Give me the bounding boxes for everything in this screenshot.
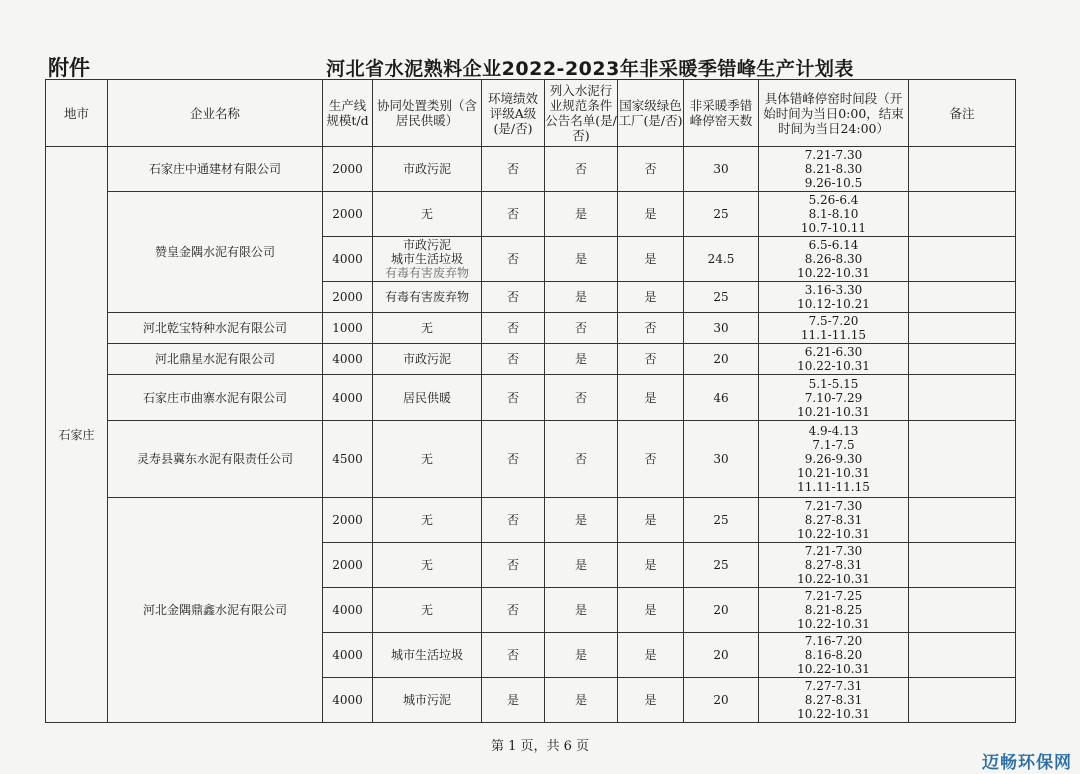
window-period: 6.5-6.14 — [808, 238, 859, 252]
disposal-cell: 无 — [373, 421, 482, 498]
days-cell: 25 — [684, 192, 759, 237]
company-cell: 河北金隅鼎鑫水泥有限公司 — [108, 498, 323, 723]
table-row — [46, 421, 1016, 498]
env-a-cell: 否 — [482, 498, 545, 543]
window-cell — [759, 282, 909, 313]
window-period: 8.21-8.30 — [804, 162, 863, 176]
disposal-line: 市政污泥 — [402, 238, 451, 252]
disposal-line: 有毒有害废弃物 — [384, 266, 469, 280]
notes-cell — [909, 543, 1016, 588]
days-cell: 20 — [684, 344, 759, 375]
green-cell: 是 — [618, 588, 684, 633]
table-row — [46, 147, 1016, 192]
announced-cell: 是 — [545, 237, 618, 282]
window-cell — [759, 147, 909, 192]
disposal-cell: 市政污泥 — [373, 147, 482, 192]
announced-cell: 否 — [545, 421, 618, 498]
col-header-env-a: 环境绩效评级A级(是/否) — [482, 80, 545, 147]
col-header-company: 企业名称 — [108, 80, 323, 147]
window-cell — [759, 192, 909, 237]
window-cell — [759, 313, 909, 344]
window-cell — [759, 498, 909, 543]
window-period: 7.5-7.20 — [808, 314, 859, 328]
window-period: 8.27-8.31 — [804, 558, 863, 572]
window-period: 9.26-10.5 — [804, 176, 863, 190]
table-row — [46, 498, 1016, 543]
table-row — [46, 344, 1016, 375]
company-cell: 灵寿县冀东水泥有限责任公司 — [108, 421, 323, 498]
disposal-cell: 无 — [373, 498, 482, 543]
header-row — [46, 80, 1016, 147]
env-a-cell: 否 — [482, 588, 545, 633]
env-a-cell: 否 — [482, 633, 545, 678]
green-cell: 是 — [618, 375, 684, 421]
window-period: 10.22-10.31 — [797, 266, 870, 280]
page-footer: 第 1 页，共 6 页 — [490, 739, 590, 754]
window-period: 10.22-10.31 — [797, 617, 870, 631]
window-period: 8.21-8.25 — [804, 603, 863, 617]
company-cell: 赞皇金隅水泥有限公司 — [108, 192, 323, 313]
env-a-cell: 否 — [482, 421, 545, 498]
announced-cell: 是 — [545, 498, 618, 543]
capacity-cell: 2000 — [323, 147, 373, 192]
disposal-cell: 有毒有害废弃物 — [373, 282, 482, 313]
window-period: 4.9-4.13 — [808, 424, 859, 438]
disposal-cell: 居民供暖 — [373, 375, 482, 421]
green-cell: 是 — [618, 498, 684, 543]
window-period: 10.22-10.31 — [797, 707, 870, 721]
table-row — [46, 313, 1016, 344]
notes-cell — [909, 282, 1016, 313]
window-period: 11.11-11.15 — [797, 480, 870, 494]
capacity-cell: 4000 — [323, 237, 373, 282]
capacity-cell: 2000 — [323, 192, 373, 237]
window-cell — [759, 633, 909, 678]
disposal-cell: 无 — [373, 543, 482, 588]
window-period: 7.21-7.30 — [804, 499, 863, 513]
disposal-cell: 无 — [373, 192, 482, 237]
capacity-cell: 1000 — [323, 313, 373, 344]
capacity-cell: 4000 — [323, 678, 373, 723]
days-cell: 20 — [684, 678, 759, 723]
company-cell: 河北乾宝特种水泥有限公司 — [108, 313, 323, 344]
window-period: 11.1-11.15 — [800, 328, 867, 342]
disposal-cell: 无 — [373, 313, 482, 344]
env-a-cell: 否 — [482, 192, 545, 237]
days-cell: 24.5 — [684, 237, 759, 282]
announced-cell: 是 — [545, 192, 618, 237]
window-period: 10.21-10.31 — [797, 404, 870, 419]
env-a-cell: 否 — [482, 237, 545, 282]
window-period: 10.22-10.31 — [797, 572, 870, 586]
capacity-cell: 2000 — [323, 543, 373, 588]
disposal-line: 城市生活垃圾 — [390, 252, 463, 266]
col-header-disposal: 协同处置类别（含居民供暖） — [373, 80, 482, 147]
col-header-days: 非采暖季错峰停窑天数 — [684, 80, 759, 147]
window-cell — [759, 543, 909, 588]
col-header-window: 具体错峰停窑时间段（开始时间为当日0:00，结束时间为当日24:00） — [759, 80, 909, 147]
disposal-cell: 城市污泥 — [373, 678, 482, 723]
announced-cell: 否 — [545, 147, 618, 192]
days-cell: 25 — [684, 282, 759, 313]
env-a-cell: 否 — [482, 375, 545, 421]
window-cell — [759, 344, 909, 375]
table-row — [46, 192, 1016, 237]
announced-cell: 否 — [545, 313, 618, 344]
window-period: 5.1-5.15 — [808, 376, 859, 391]
days-cell: 20 — [684, 633, 759, 678]
days-cell: 46 — [684, 375, 759, 421]
window-period: 8.27-8.31 — [804, 693, 863, 707]
attachment-label: 附件 — [48, 56, 90, 80]
window-period: 9.26-9.30 — [804, 452, 863, 466]
window-period: 10.22-10.31 — [797, 662, 870, 676]
notes-cell — [909, 421, 1016, 498]
disposal-cell: 无 — [373, 588, 482, 633]
capacity-cell: 4000 — [323, 375, 373, 421]
notes-cell — [909, 192, 1016, 237]
green-cell: 否 — [618, 313, 684, 344]
window-period: 7.21-7.30 — [804, 544, 863, 558]
window-period: 7.27-7.31 — [804, 679, 863, 693]
capacity-cell: 4000 — [323, 633, 373, 678]
green-cell: 是 — [618, 633, 684, 678]
col-header-city: 地市 — [46, 80, 108, 147]
env-a-cell: 否 — [482, 282, 545, 313]
env-a-cell: 否 — [482, 543, 545, 588]
watermark: 迈畅环保网 — [982, 753, 1072, 773]
schedule-table — [45, 79, 1016, 723]
window-cell — [759, 375, 909, 421]
col-header-notes: 备注 — [909, 80, 1016, 147]
announced-cell: 是 — [545, 588, 618, 633]
table-row — [46, 375, 1016, 421]
disposal-cell: 城市生活垃圾 — [373, 633, 482, 678]
notes-cell — [909, 344, 1016, 375]
window-period: 10.22-10.31 — [797, 359, 870, 373]
window-cell — [759, 421, 909, 498]
window-period: 8.1-8.10 — [808, 207, 859, 221]
announced-cell: 是 — [545, 543, 618, 588]
window-period: 6.21-6.30 — [804, 345, 863, 359]
announced-cell: 是 — [545, 344, 618, 375]
announced-cell: 是 — [545, 633, 618, 678]
green-cell: 否 — [618, 344, 684, 375]
window-period: 8.16-8.20 — [804, 648, 863, 662]
window-period: 5.26-6.4 — [808, 193, 859, 207]
env-a-cell: 否 — [482, 313, 545, 344]
window-cell — [759, 678, 909, 723]
window-period: 10.22-10.31 — [797, 527, 870, 541]
col-header-announced: 列入水泥行业规范条件公告名单(是/否) — [545, 80, 618, 147]
capacity-cell: 4500 — [323, 421, 373, 498]
capacity-cell: 2000 — [323, 498, 373, 543]
window-period: 8.26-8.30 — [804, 252, 863, 266]
window-period: 3.16-3.30 — [804, 283, 863, 297]
green-cell: 是 — [618, 543, 684, 588]
green-cell: 是 — [618, 192, 684, 237]
company-cell: 石家庄中通建材有限公司 — [108, 147, 323, 192]
green-cell: 是 — [618, 678, 684, 723]
notes-cell — [909, 498, 1016, 543]
env-a-cell: 否 — [482, 147, 545, 192]
window-period: 7.1-7.5 — [812, 438, 855, 452]
notes-cell — [909, 678, 1016, 723]
disposal-cell: 市政污泥 — [373, 344, 482, 375]
green-cell: 是 — [618, 237, 684, 282]
company-cell: 石家庄市曲寨水泥有限公司 — [108, 375, 323, 421]
window-period: 8.27-8.31 — [804, 513, 863, 527]
window-period: 10.12-10.21 — [797, 297, 870, 311]
notes-cell — [909, 375, 1016, 421]
green-cell: 是 — [618, 282, 684, 313]
notes-cell — [909, 147, 1016, 192]
window-period: 7.21-7.25 — [804, 589, 863, 603]
capacity-cell: 4000 — [323, 588, 373, 633]
window-period: 7.10-7.29 — [804, 390, 863, 405]
days-cell: 30 — [684, 313, 759, 344]
window-period: 10.7-10.11 — [800, 221, 867, 235]
col-header-capacity: 生产线规模t/d — [323, 80, 373, 147]
days-cell: 20 — [684, 588, 759, 633]
city-cell: 石家庄 — [46, 147, 108, 723]
col-header-green: 国家级绿色工厂(是/否) — [618, 80, 684, 147]
page-title: 河北省水泥熟料企业2022-2023年非采暖季错峰生产计划表 — [326, 58, 854, 80]
env-a-cell: 是 — [482, 678, 545, 723]
window-cell — [759, 588, 909, 633]
announced-cell: 否 — [545, 375, 618, 421]
env-a-cell: 否 — [482, 344, 545, 375]
notes-cell — [909, 237, 1016, 282]
green-cell: 否 — [618, 421, 684, 498]
capacity-cell: 2000 — [323, 282, 373, 313]
days-cell: 30 — [684, 421, 759, 498]
days-cell: 25 — [684, 498, 759, 543]
company-cell: 河北鼎星水泥有限公司 — [108, 344, 323, 375]
window-period: 7.21-7.30 — [804, 148, 863, 162]
window-period: 7.16-7.20 — [804, 634, 863, 648]
green-cell: 否 — [618, 147, 684, 192]
notes-cell — [909, 633, 1016, 678]
window-cell — [759, 237, 909, 282]
notes-cell — [909, 588, 1016, 633]
window-period: 10.21-10.31 — [797, 466, 870, 480]
disposal-cell — [373, 237, 482, 282]
days-cell: 30 — [684, 147, 759, 192]
notes-cell — [909, 313, 1016, 344]
announced-cell: 是 — [545, 282, 618, 313]
capacity-cell: 4000 — [323, 344, 373, 375]
days-cell: 25 — [684, 543, 759, 588]
announced-cell: 是 — [545, 678, 618, 723]
